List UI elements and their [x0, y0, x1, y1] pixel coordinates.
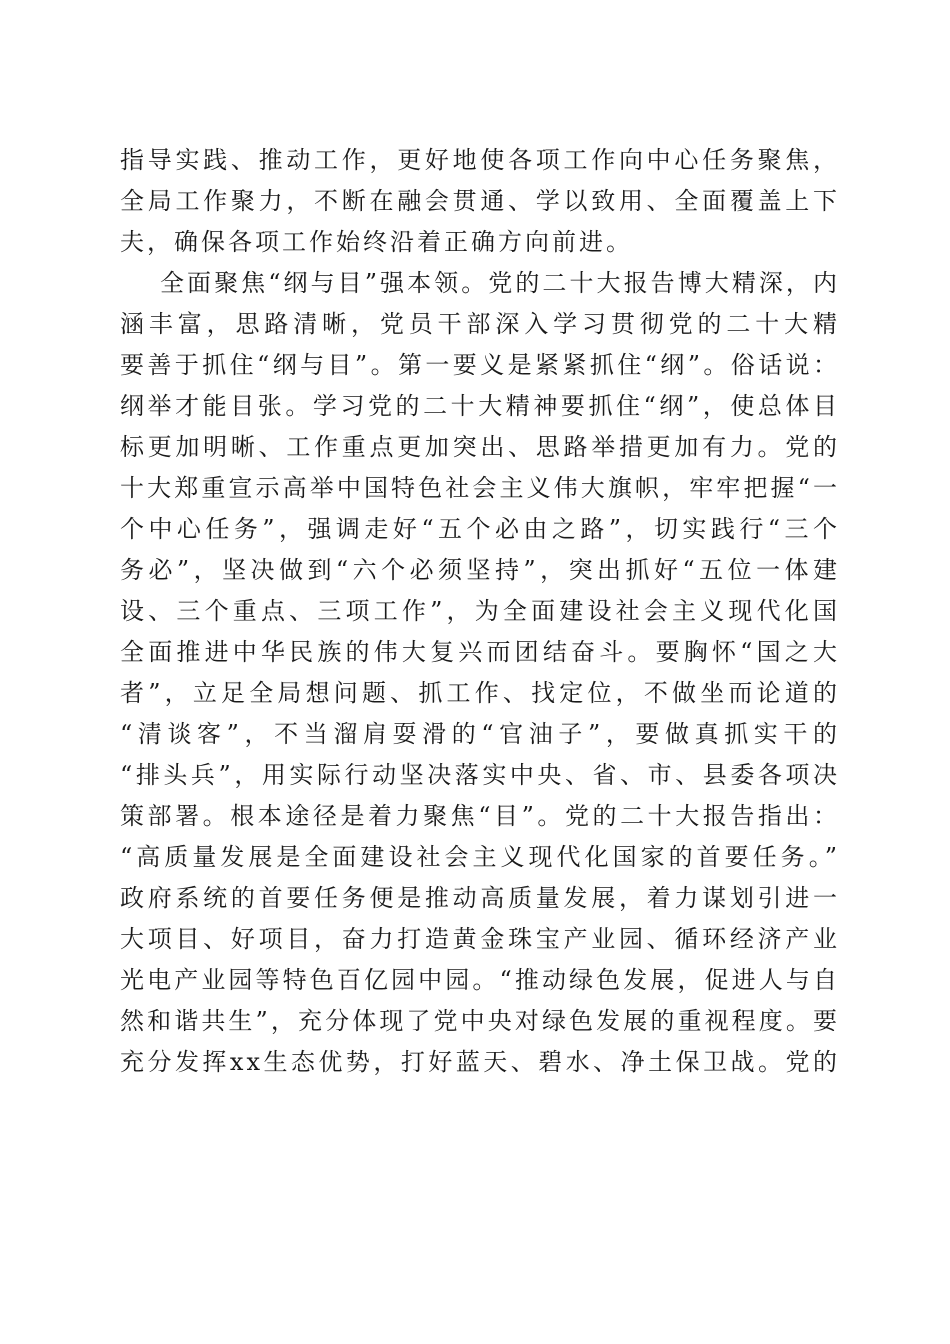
text-line: 标更加明晰、工作重点更加突出、思路举措更加有力。党的 — [120, 433, 840, 461]
text-line: 十大郑重宣示高举中国特色社会主义伟大旗帜，牢牢把握“一 — [120, 474, 840, 502]
text-line: 涵丰富，思路清晰，党员干部深入学习贯彻党的二十大精 — [120, 310, 840, 338]
text-line: “清谈客”，不当溜肩耍滑的“官油子”，要做真抓实干的 — [120, 720, 840, 748]
text-line: 要善于抓住“纲与目”。第一要义是紧紧抓住“纲”。俗话说： — [120, 351, 840, 379]
text-line: 大项目、好项目，奋力打造黄金珠宝产业园、循环经济产业 — [120, 925, 840, 953]
text-line: 然和谐共生”，充分体现了党中央对绿色发展的重视程度。要 — [120, 1007, 840, 1035]
text-line: 策部署。根本途径是着力聚焦“目”。党的二十大报告指出： — [120, 802, 840, 830]
text-line: “排头兵”，用实际行动坚决落实中央、省、市、县委各项决 — [120, 761, 840, 789]
text-line: 者”，立足全局想问题、抓工作、找定位，不做坐而论道的 — [120, 679, 840, 707]
text-line: 全局工作聚力，不断在融会贯通、学以致用、全面覆盖上下 — [120, 187, 840, 215]
text-line: 充分发挥xx生态优势，打好蓝天、碧水、净土保卫战。党的 — [120, 1048, 840, 1076]
text-line: 夫，确保各项工作始终沿着正确方向前进。 — [120, 228, 633, 256]
text-line: 政府系统的首要任务便是推动高质量发展，着力谋划引进一 — [120, 884, 840, 912]
body-text — [120, 140, 840, 1083]
text-line: 全面推进中华民族的伟大复兴而团结奋斗。要胸怀“国之大 — [120, 638, 840, 666]
text-line: 个中心任务”，强调走好“五个必由之路”，切实践行“三个 — [120, 515, 840, 543]
text-line: 设、三个重点、三项工作”，为全面建设社会主义现代化国 — [120, 597, 840, 625]
text-line: 纲举才能目张。学习党的二十大精神要抓住“纲”，使总体目 — [120, 392, 840, 420]
paragraph-first-line: 全面聚焦“纲与目”强本领。党的二十大报告博大精深，内 — [160, 269, 840, 297]
text-line: 指导实践、推动工作，更好地使各项工作向中心任务聚焦， — [120, 146, 840, 174]
text-line: 光电产业园等特色百亿园中园。“推动绿色发展，促进人与自 — [120, 966, 840, 994]
text-line: “高质量发展是全面建设社会主义现代化国家的首要任务。” — [120, 843, 840, 871]
text-line: 务必”，坚决做到“六个必须坚持”，突出抓好“五位一体建 — [120, 556, 840, 584]
